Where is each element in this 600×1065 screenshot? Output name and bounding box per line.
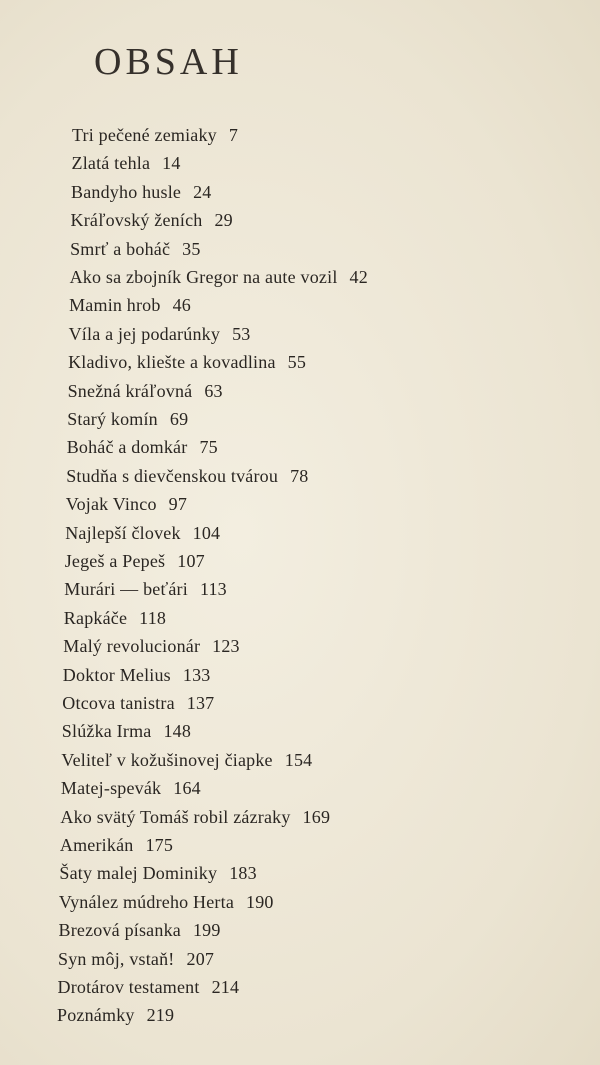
toc-entry xyxy=(64,607,166,629)
toc-entry-page-number: 175 xyxy=(145,835,174,855)
toc-entry-page-number: 148 xyxy=(163,721,192,742)
toc-entry xyxy=(66,493,187,515)
toc-entry-title: Mamin hrob xyxy=(69,295,161,316)
toc-entry-title: Jegeš a Pepeš xyxy=(64,551,166,571)
toc-entry-page-number: 190 xyxy=(246,891,274,912)
toc-entry-title: Poznámky xyxy=(57,1005,135,1026)
toc-entry xyxy=(59,862,256,884)
toc-entry-title: Veliteľ v kožušinovej čiapke xyxy=(61,749,273,770)
toc-entry-page-number: 29 xyxy=(214,210,233,231)
toc-entry-title: Šaty malej Dominiky xyxy=(59,863,218,884)
toc-entry-title: Doktor Melius xyxy=(62,664,171,685)
toc-entry-page-number: 53 xyxy=(232,323,251,344)
toc-entry-page-number: 199 xyxy=(192,920,221,941)
toc-entry-page-number: 137 xyxy=(186,693,215,713)
toc-entry-page-number: 107 xyxy=(177,551,205,571)
toc-entry-title: Starý komín xyxy=(67,409,158,429)
toc-entry-title: Otcova tanistra xyxy=(62,693,175,713)
toc-entry-page-number: 133 xyxy=(182,664,211,685)
toc-entry-page-number: 14 xyxy=(162,153,181,174)
toc-entry-title: Malý revolucionár xyxy=(63,636,201,657)
toc-entry-page-number: 123 xyxy=(212,636,240,657)
toc-entry-title: Amerikán xyxy=(59,835,134,855)
toc-entry-page-number: 69 xyxy=(169,409,189,429)
toc-entry-page-number: 42 xyxy=(349,267,368,287)
toc-entry xyxy=(59,891,274,913)
toc-entry-title: Ako svätý Tomáš robil zázraky xyxy=(60,806,291,827)
toc-entry xyxy=(61,749,312,771)
toc-entry-title: Víla a jej podarúnky xyxy=(68,323,221,344)
toc-entry xyxy=(65,522,220,544)
toc-entry-page-number: 104 xyxy=(192,522,221,543)
toc-entry-title: Ako sa zbojník Gregor na aute vozil xyxy=(69,267,338,287)
toc-entry xyxy=(66,465,308,487)
toc-entry-title: Syn môj, vstaň! xyxy=(58,948,175,969)
toc-entry xyxy=(71,181,212,203)
toc-entry xyxy=(65,550,205,572)
toc-entry-title: Kladivo, kliešte a kovadlina xyxy=(68,352,276,373)
toc-entry xyxy=(60,806,330,828)
toc-entry-title: Tri pečené zemiaky xyxy=(72,125,217,145)
toc-entry-title: Vojak Vinco xyxy=(65,494,157,515)
toc-entry xyxy=(70,238,200,260)
toc-entry-title: Rapkáče xyxy=(63,607,128,628)
toc-entry xyxy=(63,635,239,657)
toc-entry-page-number: 97 xyxy=(168,494,188,515)
page-title: OBSAH xyxy=(94,41,243,83)
toc-entry xyxy=(64,578,227,600)
toc-entry-page-number: 207 xyxy=(186,948,215,969)
toc-entry xyxy=(71,209,233,231)
toc-entry xyxy=(68,380,223,402)
toc-entry xyxy=(67,436,218,458)
toc-entry xyxy=(63,664,211,686)
toc-entry-title: Najlepší človek xyxy=(65,522,181,543)
toc-entry-page-number: 183 xyxy=(229,863,257,884)
toc-entry xyxy=(58,948,214,970)
toc-entry-title: Snežná kráľovná xyxy=(67,380,193,401)
toc-entry-page-number: 118 xyxy=(139,607,167,628)
toc-entry xyxy=(57,1004,174,1026)
toc-entry-title: Zlatá tehla xyxy=(71,153,151,174)
toc-entry-title: Brezová písanka xyxy=(58,920,181,941)
toc-entry xyxy=(59,919,221,941)
toc-entry-page-number: 113 xyxy=(199,579,227,600)
toc-entry xyxy=(67,408,188,430)
toc-entry xyxy=(72,124,238,146)
toc-entry-page-number: 55 xyxy=(287,352,307,373)
toc-entry-page-number: 219 xyxy=(146,1005,175,1026)
toc-entry xyxy=(60,834,173,856)
toc-entry-page-number: 46 xyxy=(172,295,191,316)
toc-entry-title: Matej-spevák xyxy=(60,778,162,799)
toc-entry-page-number: 35 xyxy=(182,238,201,259)
toc-entry-page-number: 214 xyxy=(211,977,240,997)
toc-entry xyxy=(68,351,306,373)
toc-entry-title: Murári — beťári xyxy=(64,579,188,600)
toc-entry-title: Smrť a boháč xyxy=(70,238,171,259)
toc-entry-page-number: 169 xyxy=(302,806,331,827)
toc-entry xyxy=(72,152,181,174)
toc-entry-title: Boháč a domkár xyxy=(66,437,188,458)
toc-entry xyxy=(62,720,191,742)
toc-entry-title: Drotárov testament xyxy=(57,977,200,997)
toc-entry-page-number: 7 xyxy=(228,125,239,145)
toc-entry xyxy=(62,692,214,714)
toc-entry-title: Studňa s dievčenskou tvárou xyxy=(66,465,279,486)
toc-entry xyxy=(61,777,201,799)
toc-entry xyxy=(58,976,240,998)
toc-entry-page-number: 164 xyxy=(173,778,201,799)
toc-entry-title: Vynález múdreho Herta xyxy=(58,891,235,912)
toc-entry xyxy=(70,266,368,288)
toc-entry xyxy=(69,323,251,345)
toc-entry-title: Bandyho husle xyxy=(71,181,182,202)
toc-entry xyxy=(69,294,191,316)
toc-entry-page-number: 24 xyxy=(193,181,212,202)
toc-entry-page-number: 75 xyxy=(199,437,218,458)
toc-entry-title: Slúžka Irma xyxy=(61,721,152,742)
toc-entry-page-number: 154 xyxy=(284,749,313,770)
toc-entry-title: Kráľovský ženích xyxy=(70,210,203,231)
toc-entry-page-number: 78 xyxy=(290,465,309,486)
toc-entry-page-number: 63 xyxy=(204,380,223,401)
